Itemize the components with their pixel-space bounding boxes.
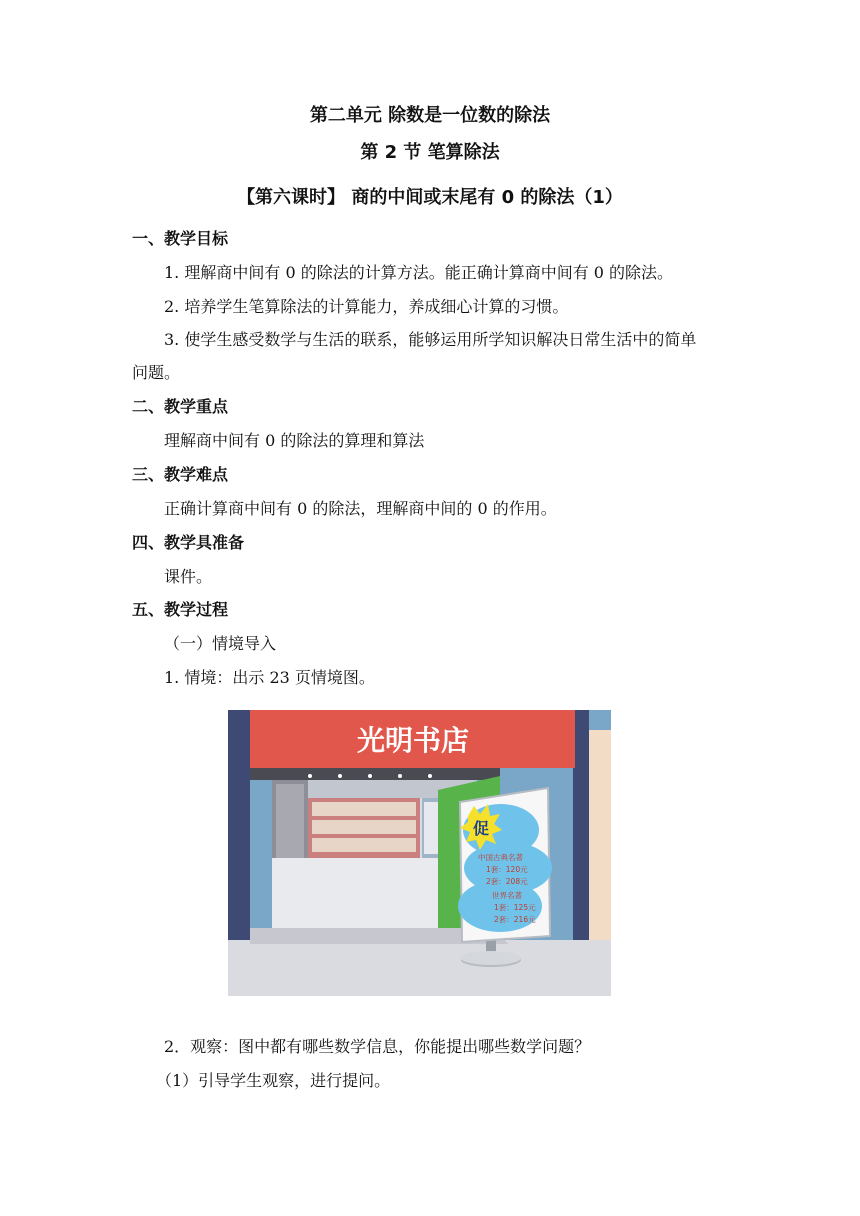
objective-2: 2. 培养学生笔算除法的计算能力，养成细心计算的习惯。	[164, 297, 569, 316]
pavement	[228, 940, 611, 996]
section-title: 第 2 节 笔算除法	[360, 142, 500, 163]
objective-3-line2: 问题。	[132, 363, 181, 382]
unit-title: 第二单元 除数是一位数的除法	[309, 105, 551, 126]
process-step-2-sub: （1）引导学生观察，进行提问。	[156, 1071, 391, 1090]
process-step-2: 2．观察：图中都有哪些数学信息，你能提出哪些数学问题？	[164, 1037, 591, 1056]
poster-line-3: 2套：208元	[486, 877, 528, 886]
poster-line-2: 1套：120元	[486, 865, 528, 874]
process-step-1: 1. 情境：出示 23 页情境图。	[164, 668, 375, 687]
poster-line-6: 2套：216元	[494, 915, 536, 924]
heading-difficulties: 三、教学难点	[132, 465, 229, 484]
heading-process: 五、教学过程	[132, 600, 229, 619]
store-sign-text: 光明书店	[356, 724, 470, 757]
key-points-text: 理解商中间有 0 的除法的算理和算法	[164, 431, 425, 450]
materials-text: 课件。	[164, 567, 213, 586]
objective-3-line1: 3. 使学生感受数学与生活的联系，能够运用所学知识解决日常生活中的简单	[164, 330, 697, 349]
objective-1: 1. 理解商中间有 0 的除法的计算方法。能正确计算商中间有 0 的除法。	[164, 263, 674, 282]
lesson-title: 【第六课时】 商的中间或末尾有 0 的除法（1）	[237, 187, 623, 208]
promo-badge-text: 促	[472, 819, 490, 838]
left-pillar	[228, 710, 250, 940]
process-subheading: （一）情境导入	[164, 634, 277, 653]
bookshelves	[308, 798, 450, 858]
poster-line-4: 世界名著	[492, 891, 522, 900]
poster-line-1: 中国古典名著	[478, 853, 523, 862]
poster-line-5: 1套：125元	[494, 903, 536, 912]
bookstore-illustration	[228, 710, 611, 996]
heading-key-points: 二、教学重点	[132, 397, 229, 416]
heading-objectives: 一、教学目标	[132, 229, 229, 248]
heading-materials: 四、教学具准备	[132, 533, 245, 552]
difficulties-text: 正确计算商中间有 0 的除法，理解商中间的 0 的作用。	[164, 499, 557, 518]
